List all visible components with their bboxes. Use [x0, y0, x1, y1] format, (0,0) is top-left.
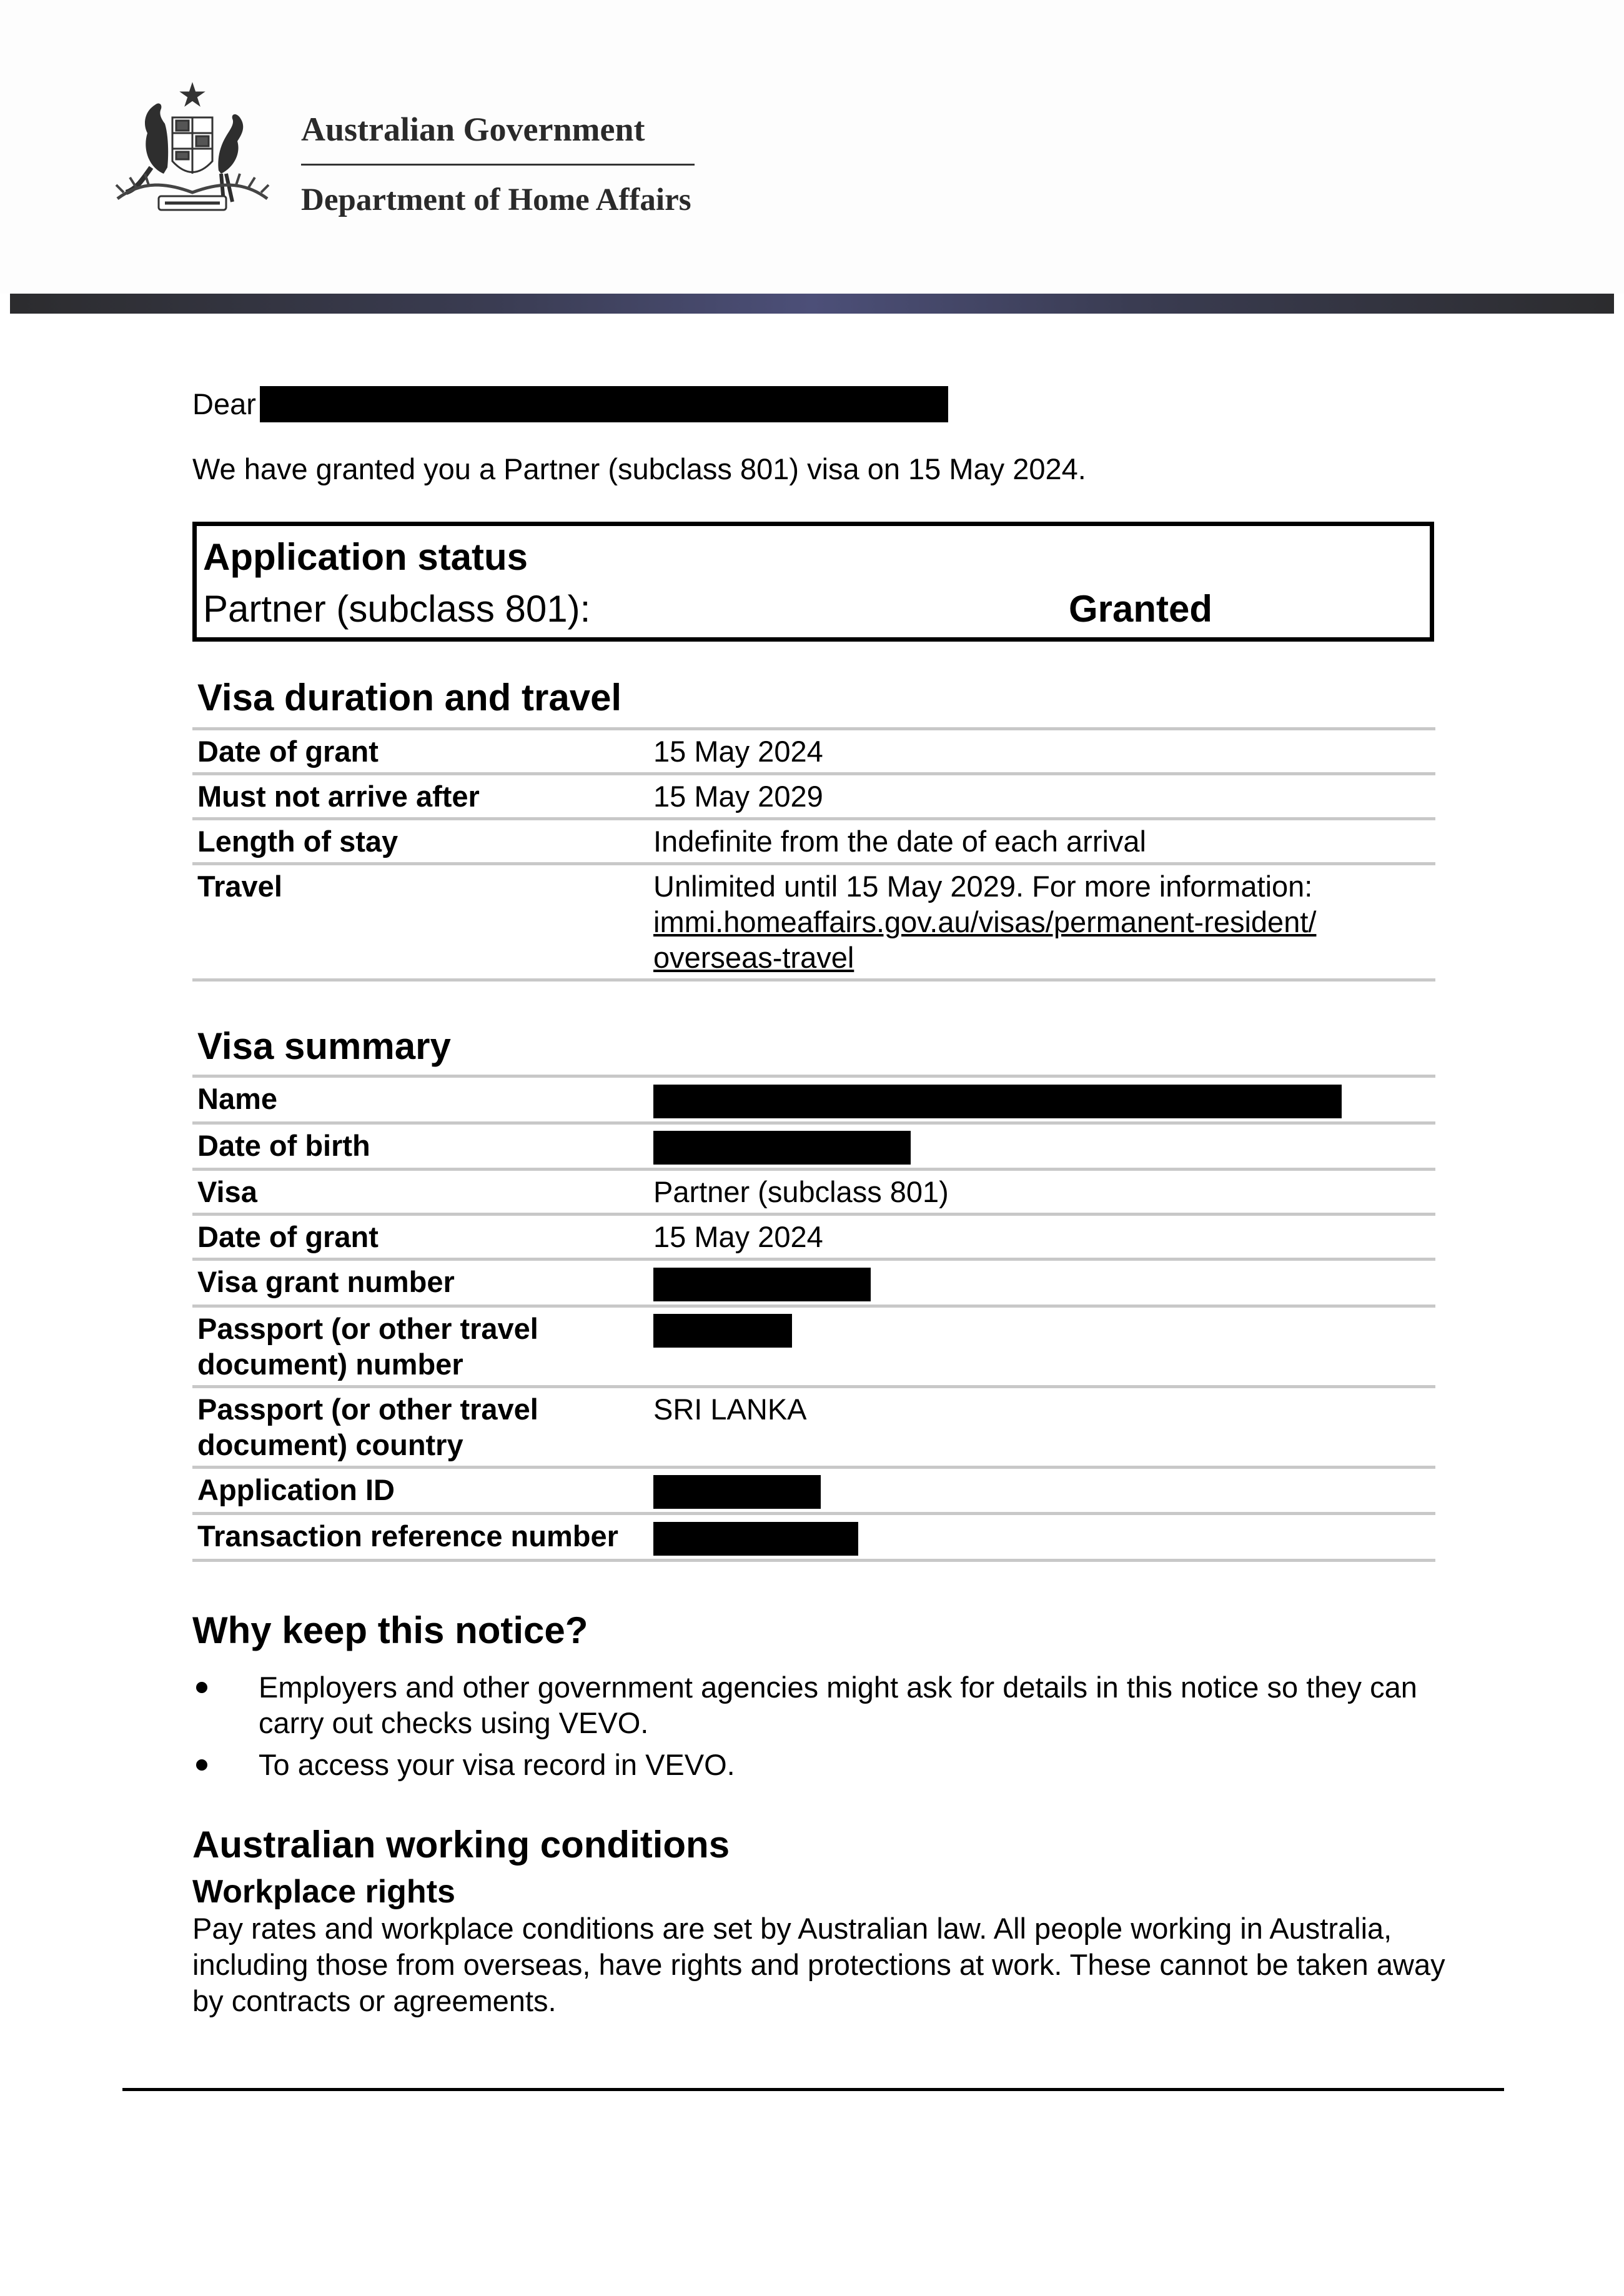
department-name: Department of Home Affairs [301, 182, 691, 217]
application-status-title: Application status [203, 536, 528, 578]
row-value: 15 May 2024 [653, 1220, 823, 1254]
link-line-1: immi.homeaffairs.gov.au/visas/permanent-resident/ [653, 905, 1317, 938]
travel-value [647, 864, 1435, 980]
row-label-line-2: document) number [197, 1347, 463, 1381]
row-label: Date of grant [197, 735, 379, 768]
footer-divider [122, 2088, 1504, 2091]
government-name: Australian Government [301, 111, 645, 148]
row-label: Length of stay [197, 825, 399, 858]
row-value [647, 1260, 1435, 1306]
bullet-icon [196, 1682, 207, 1693]
workplace-rights-text: Pay rates and workplace conditions are set by Australian law. All people working in Australia, including those from overseas, have rights and protections at work. These cannot be taken away by contracts or agreements. [192, 1912, 1445, 2017]
header-band [10, 294, 1614, 314]
working-conditions-title: Australian working conditions [192, 1824, 730, 1866]
list-item [192, 1747, 1435, 1782]
status-visa-label: Partner (subclass 801): [203, 588, 591, 630]
row-value: Indefinite from the date of each arrival [653, 825, 1146, 858]
table-row [192, 819, 1435, 864]
visa-duration-table [192, 727, 1435, 982]
row-value: Partner (subclass 801) [653, 1175, 949, 1209]
table-row [192, 1076, 1435, 1123]
visa-summary-title: Visa summary [197, 1025, 451, 1067]
row-value [647, 1123, 1435, 1170]
table-row [192, 864, 1435, 980]
row-label: Travel [197, 870, 282, 903]
row-label: Must not arrive after [197, 780, 480, 813]
row-label: Date of birth [197, 1128, 370, 1162]
overseas-travel-link[interactable] [653, 905, 1316, 974]
table-row [192, 1386, 1435, 1467]
visa-duration-title: Visa duration and travel [197, 677, 622, 718]
redacted-value [653, 1314, 792, 1348]
row-value: 15 May 2024 [653, 735, 823, 768]
row-label: Visa [197, 1175, 257, 1209]
australian-coat-of-arms-icon [99, 74, 286, 224]
table-row [192, 1467, 1435, 1514]
link-line-2: overseas-travel [653, 941, 854, 974]
row-value: SRI LANKA [653, 1392, 807, 1426]
salutation-text: Dear [192, 387, 256, 420]
letterhead [0, 0, 1624, 294]
row-label: Date of grant [197, 1220, 379, 1254]
redacted-name [260, 386, 948, 422]
row-label-line-1: Passport (or other travel [197, 1392, 538, 1426]
redacted-value [653, 1131, 911, 1165]
table-row [192, 1514, 1435, 1561]
salutation [192, 386, 948, 422]
redacted-value [653, 1475, 821, 1509]
redacted-value [653, 1522, 858, 1556]
table-row [192, 1170, 1435, 1215]
row-label: Name [197, 1082, 278, 1115]
row-label: Transaction reference number [197, 1519, 618, 1553]
list-item-text: To access your visa record in VEVO. [259, 1748, 735, 1781]
table-row [192, 1260, 1435, 1306]
row-label [192, 1306, 647, 1386]
row-value: 15 May 2029 [653, 780, 823, 813]
bullet-icon [196, 1759, 207, 1771]
visa-summary-table [192, 1075, 1435, 1562]
row-value [647, 1467, 1435, 1514]
table-row [192, 774, 1435, 819]
list-item-text: Employers and other government agencies might ask for details in this notice so they can carry out checks using VEVO. [259, 1671, 1417, 1739]
why-keep-title: Why keep this notice? [192, 1609, 588, 1651]
redacted-value [653, 1085, 1342, 1118]
why-keep-list [192, 1669, 1435, 1789]
row-label-line-2: document) country [197, 1428, 463, 1461]
workplace-rights-subtitle: Workplace rights [192, 1874, 455, 1910]
row-value [647, 1076, 1435, 1123]
row-value [647, 1514, 1435, 1561]
table-row [192, 1123, 1435, 1170]
row-label-line-1: Passport (or other travel [197, 1311, 538, 1345]
row-label: Visa grant number [197, 1265, 455, 1299]
list-item [192, 1669, 1435, 1741]
application-status-box [192, 522, 1434, 642]
agency-divider [301, 164, 695, 166]
row-label: Application ID [197, 1473, 395, 1506]
row-label [192, 1386, 647, 1467]
table-row [192, 729, 1435, 774]
status-badge: Granted [1069, 588, 1213, 630]
application-status-row [203, 582, 1430, 636]
table-row [192, 1215, 1435, 1260]
row-value [647, 1306, 1435, 1386]
agency-name [301, 112, 701, 216]
travel-text: Unlimited until 15 May 2029. For more information: [653, 870, 1313, 903]
grant-sentence: We have granted you a Partner (subclass 801) visa on 15 May 2024. [192, 452, 1086, 485]
redacted-value [653, 1268, 871, 1301]
table-row [192, 1306, 1435, 1386]
